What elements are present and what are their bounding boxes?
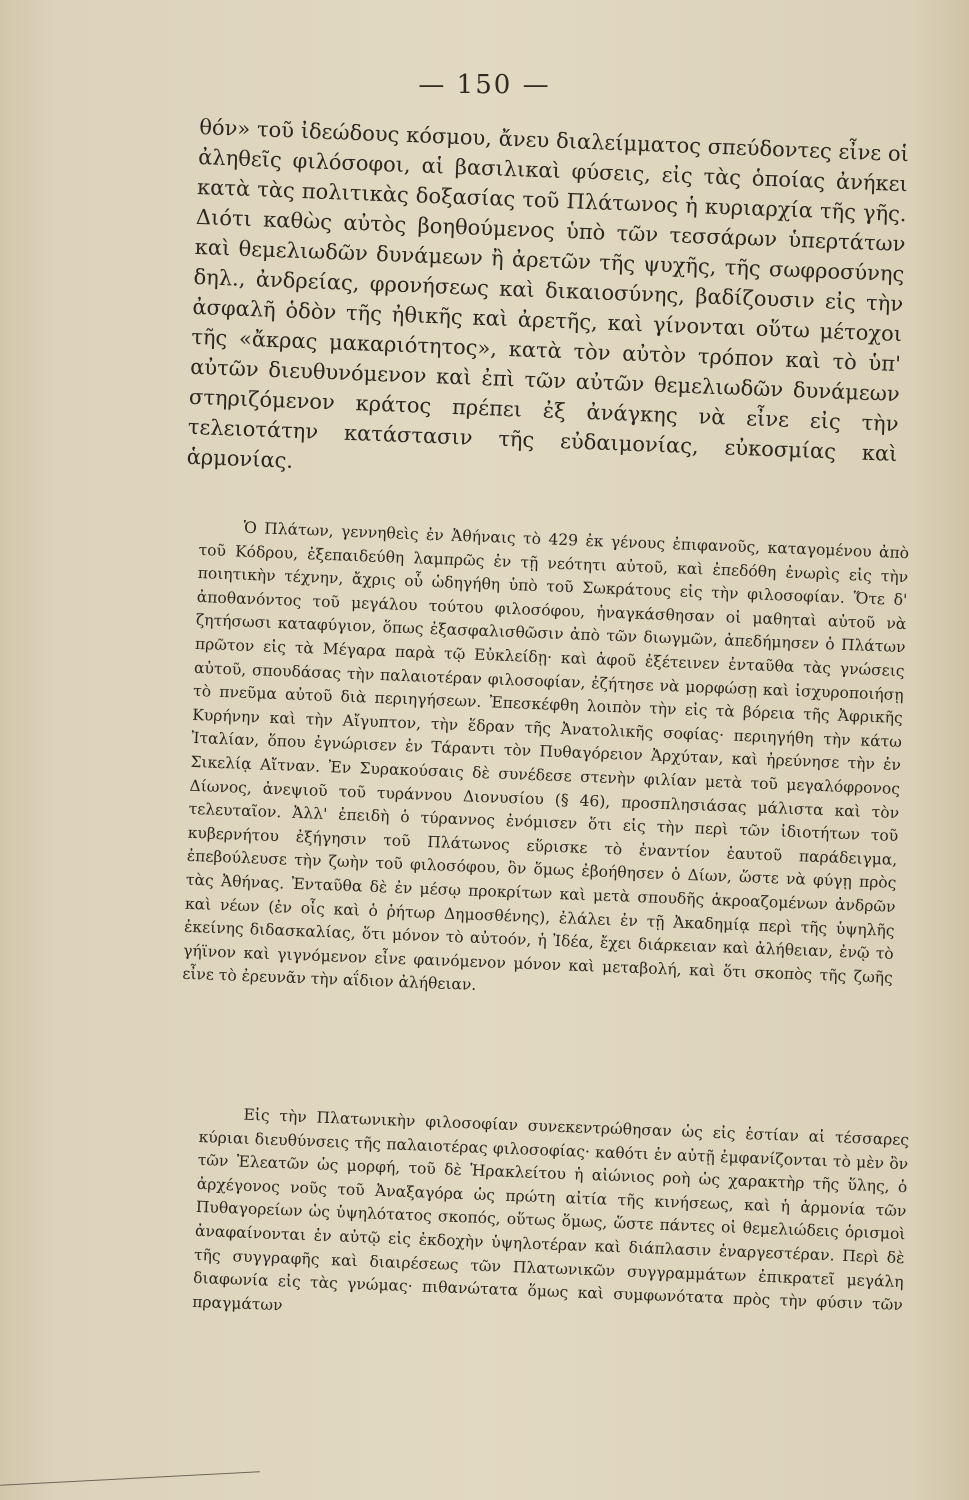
text-block-philosophy (192, 1102, 910, 1341)
page-scratch-mark (0, 1471, 260, 1486)
paragraph-ideal-philosophers: θόν» τοῦ ἰδεώδους κόσμου, ἄνευ διαλείμματος σπεύδοντες εἶνε οἱ ἀληθεῖς φιλόσοφοι, αἱ βασιλικαὶ φύσεις, εἰς τὰς ὁποίας ἀνήκει κατὰ τὰς πολιτικὰς δοξασίας τοῦ Πλάτωνος ἡ κυριαρχία τῆς γῆς. Διότι καθὼς αὐτὸς βοηθούμενος ὑπὸ τῶν τεσσάρων ὑπερτάτων καὶ θεμελιωδῶν δυνάμεων ἢ ἀρετῶν τῆς ψυχῆς, τῆς σωφροσύνης δηλ., ἀνδρείας, φρονήσεως καὶ δικαιοσύνης, βαδίζουσιν εἰς τὴν ἀσφαλῆ ὁδὸν τῆς ἠθικῆς καὶ ἀρετῆς, καὶ γίνονται οὕτω μέτοχοι τῆς «ἄκρας μακαριότητος», κατὰ τὸν αὐτὸν τρόπον καὶ τὸ ὑπ' αὐτῶν διευθυνόμενον καὶ ἐπὶ τῶν αὐτῶν θεμελιωδῶν δυνάμεων στηριζόμενον κράτος πρέπει ἐξ ἀνάγκης νὰ εἶνε εἰς τὴν τελειοτάτην κατάστασιν τῆς εὐδαιμονίας, εὐκοσμίας καὶ ἁρμονίας. (186, 114, 910, 473)
text-block-biography (182, 515, 910, 1014)
paragraph-platonic-philosophy: Εἰς τὴν Πλατωνικὴν φιλοσοφίαν συνεκεντρώθησαν ὡς εἰς ἑστίαν αἱ τέσσαρες κύριαι διευθύνσεις τῆς παλαιοτέρας φιλοσοφίας· καθότι ἐν αὐτῇ ἐμφανίζονται τὸ μὲν ὂν τῶν Ἐλεατῶν ὡς μορφή, τοῦ δὲ Ἡρακλείτου ἡ αἰώνιος ροὴ ὡς χαρακτὴρ τῆς ὕλης, ὁ ἀρχέγονος νοῦς τοῦ Ἀναξαγόρα ὡς πρώτη αἰτία τῆς κινήσεως, καὶ ἡ ἁρμονία τῶν Πυθαγορείων ὡς ὑψηλότατος σκοπός, οὕτως ὅμως, ὥστε πάντες οἱ θεμελιώδεις ὁρισμοὶ ἀναφαίνονται ἐν αὐτῷ εἰς ἐκδοχὴν ὑψηλοτέραν καὶ διάπλασιν ἐναργεστέραν. Περὶ δὲ τῆς συγγραφῆς καὶ διαιρέσεως τῶν Πλατωνικῶν συγγραμμάτων ἐπικρατεῖ μεγάλη διαφωνία εἰς τὰς γνώμας· πιθανώτατα ὅμως καὶ συμφωνότατα πρὸς τὴν φύσιν τῶν πραγμάτων (191, 1105, 910, 1315)
page-number: — 150 — (418, 70, 551, 100)
paragraph-plato-biography: Ὁ Πλάτων, γεννηθεὶς ἐν Ἀθήναις τὸ 429 ἐκ γένους ἐπιφανοῦς, καταγομένου ἀπὸ τοῦ Κόδρου, ἐξεπαιδεύθη λαμπρῶς ἐν τῇ νεότητι αὐτοῦ, καὶ ἐπεδόθη ἐνωρὶς εἰς τὴν ποιητικὴν τέχνην, ἄχρις οὗ ὡδηγήθη ὑπὸ τοῦ Σωκράτους εἰς τὴν φιλοσοφίαν. Ὅτε δ' ἀποθανόντος τοῦ μεγάλου τούτου φιλοσόφου, ἠναγκάσθησαν οἱ μαθηταὶ αὐτοῦ νὰ ζητήσωσι καταφύγιον, ὅπως ἐξασφαλισθῶσιν ἀπὸ τῶν διωγμῶν, ἀπεδήμησεν ὁ Πλάτων πρῶτον εἰς τὰ Μέγαρα παρὰ τῷ Εὐκλείδῃ· καὶ ἀφοῦ ἐξέτεινεν ἐνταῦθα τὰς γνώσεις αὐτοῦ, σπουδάσας τὴν παλαιοτέραν φιλοσοφίαν, ἐζήτησε νὰ μορφώσῃ καὶ ἰσχυροποιήσῃ τὸ πνεῦμα αὐτοῦ διὰ περιηγήσεων. Ἐπεσκέφθη λοιπὸν τὴν εἰς τὰ βόρεια τῆς Ἀφρικῆς Κυρήνην καὶ τὴν Αἴγυπτον, τὴν ἕδραν τῆς Ἀνατολικῆς σοφίας· περιηγήθη τὴν κάτω Ἰταλίαν, ὅπου ἐγνώρισεν ἐν Τάραντι τὸν Πυθαγόρειον Ἀρχύταν, καὶ ἠρεύνησε τὴν ἐν Σικελίᾳ Αἴτναν. Ἐν Συρακούσαις δὲ συνέδεσε στενὴν φιλίαν μετὰ τοῦ μεγαλόφρονος Δίωνος, ἀνεψιοῦ τοῦ τυράννου Διονυσίου (§ 46), προσπλησιάσας μάλιστα καὶ τὸν τελευταῖον. Ἀλλ' ἐπειδὴ ὁ τύραννος ἐνόμισεν ὅτι εἰς τὴν περὶ τῶν ἰδιοτήτων τοῦ κυβερνήτου ἐξήγησιν τοῦ Πλάτωνος εὕρισκε τὸ ἐναντίον ἑαυτοῦ παράδειγμα, ἐπεβούλευσε τὴν ζωὴν τοῦ φιλοσόφου, ὃν ὅμως ἐβοήθησεν ὁ Δίων, ὥστε νὰ φύγῃ πρὸς τὰς Ἀθήνας. Ἐνταῦθα δὲ ἐν μέσῳ προκρίτων καὶ μετὰ σπουδῆς ἀκροαζομένων ἀνδρῶν καὶ νέων (ἐν οἷς καὶ ὁ ῥήτωρ Δημοσθένης), ἐλάλει ἐν τῇ Ἀκαδημίᾳ περὶ τῆς ὑψηλῆς ἐκείνης διδασκαλίας, ὅτι μόνον τὸ αὐτοόν, ἡ Ἰδέα, ἔχει διάρκειαν καὶ ἀλήθειαν, ἐνῷ τὸ γήϊνον καὶ γιγνόμενον εἶνε φαινόμενον μόνον καὶ μεταβολή, καὶ ὅτι σκοπὸς τῆς ζωῆς εἶνε τὸ ἐρευνᾶν τὴν αΐδιον ἀλήθειαν. (182, 518, 910, 995)
text-block-large (186, 112, 909, 499)
